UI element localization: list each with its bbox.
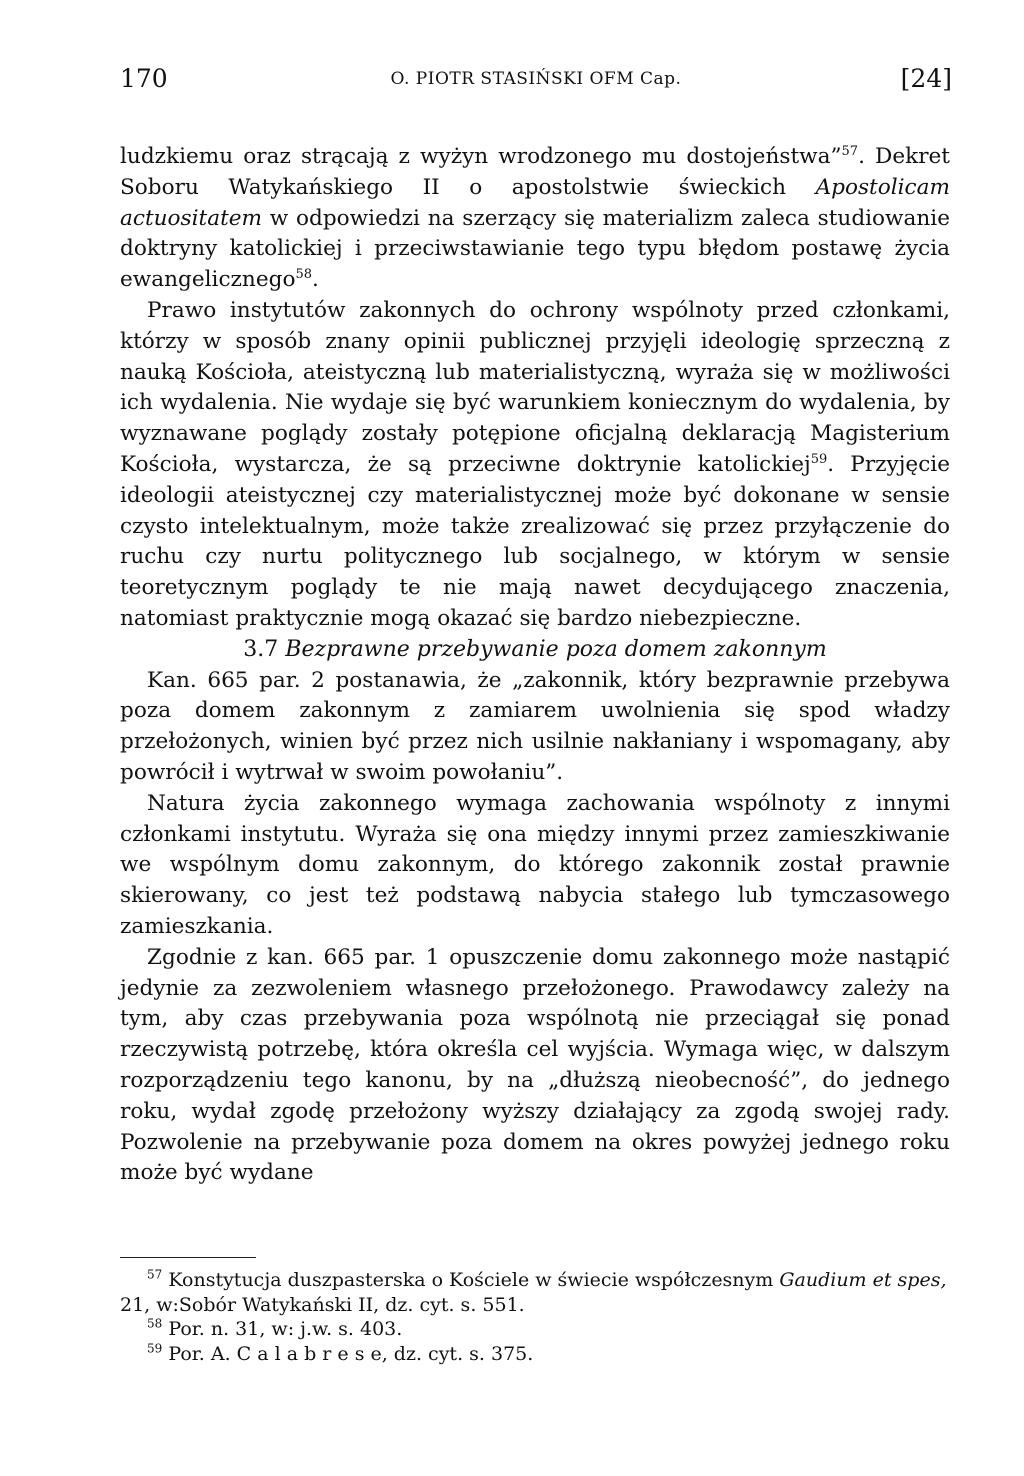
section-title: Bezprawne przebywanie poza domem zakonnym [285, 636, 827, 662]
footnote-text: Por. n. 31, w: j.w. s. 403. [168, 1318, 403, 1341]
paragraph [120, 296, 950, 635]
text-run: Prawo instytutów zakonnych do ochrony wspólnoty przed członkami, którzy w sposób znany opinii publicznej przyjęli ideologię sprzeczną z nauką Kościoła, ateistyczną lub materialistyczną, wyraża się w możliwości ich wydalenia. Nie wydaje się być warunkiem koniecznym do wydalenia, by wyznawane poglądy zostały potępione oficjalną deklaracją Magisterium Kościoła, wystarcza, że są przeciwne doktrynie katolickiej [120, 297, 950, 477]
footnote [120, 1317, 950, 1342]
footnote-ref-58: 58 [295, 267, 312, 282]
paragraph: Zgodnie z kan. 665 par. 1 opuszczenie domu zakonnego może nastąpić jedynie za zezwoleniem własnego przełożonego. Prawodawcy zależy na tym, aby czas przebywania poza wspólnotą nie przeciągał się ponad rzeczywistą potrzebę, która określa cel wyjścia. Wymaga więc, w dalszym rozporządzeniu tego kanonu, by na „dłuższą nieobecność”, do jednego roku, wydał zgodę przełożony wyższy działający za zgodą swojej rady. Pozwolenie na przebywanie poza domem na okres powyżej jednego roku może być wydane [120, 944, 950, 1186]
paragraph: Natura życia zakonnego wymaga zachowania wspólnoty z innymi członkami instytutu. Wyraża się ona między innymi przez zamieszkiwanie we wspólnym domu zakonnym, do którego zakonnik został prawnie skierowany, co jest też podstawą nabycia stałego lub tymczasowego zamieszkania. [120, 790, 950, 939]
footnote [120, 1342, 950, 1367]
footnote [120, 1268, 950, 1317]
footnotes [120, 1268, 950, 1366]
footnote-mark: 58 [147, 1316, 163, 1331]
footnote-text: Konstytucja duszpasterska o Kościele w świecie współczesnym [168, 1269, 780, 1291]
footnote-separator [120, 1257, 256, 1258]
text-run: w odpowiedzi na szerzący się materializm zaleca studiowanie doktryny katolickiej i przeciwstawianie tego typu błędom postawę życia ewangelicznego [120, 205, 950, 293]
footnote-mark: 59 [147, 1341, 163, 1356]
page-header [120, 64, 952, 98]
footnote-ref-57: 57 [841, 143, 859, 159]
footnote-italic: Gaudium et spes, [779, 1269, 947, 1291]
paragraph: Kan. 665 par. 2 postanawia, że „zakonnik, który bezprawnie przebywa poza domem zakonnym z zamiarem uwolnienia się spod władzy przełożonych, winien być przez nich usilnie nakłaniany i wspomagany, aby powrócił i wytrwał w swoim powołaniu”. [120, 667, 950, 785]
paragraph [120, 142, 950, 296]
text-run: . Przyjęcie ideologii ateistycznej czy materialistycznej może być dokonane w sensie czysto intelektualnym, może także zrealizować się przez przyłączenie do ruchu czy nurtu politycznego lub socjalnego, w którym w sensie teoretycznym poglądy te nie mają nawet decydującego znaczenia, natomiast praktycznie mogą okazać się bardzo niebezpieczne. [120, 451, 950, 631]
footnote-ref-59: 59 [810, 451, 828, 467]
text-run: . [312, 267, 319, 293]
text-run: ludzkiemu oraz strącają z wyżyn wrodzonego mu dostojeństwa” [120, 144, 842, 169]
running-title: O. PIOTR STASIŃSKI OFM Cap. [390, 69, 682, 89]
section-number: 3.7 [243, 636, 279, 662]
footnote-mark: 57 [147, 1267, 163, 1282]
footnote-text: Por. A. C a l a b r e s e, dz. cyt. s. 375. [168, 1342, 534, 1365]
section-heading [120, 635, 950, 666]
footnote-text: 21, w:Sobór Watykański II, dz. cyt. s. 551. [120, 1293, 525, 1316]
page-number: 170 [120, 64, 168, 93]
text-run: . Dekret Soboru Watykańskiego II o apostolstwie świeckich [120, 144, 950, 200]
section-reference: [24] [900, 64, 952, 93]
body-text [120, 142, 950, 1189]
italic-title: Apostolicam actuositatem [120, 174, 950, 231]
